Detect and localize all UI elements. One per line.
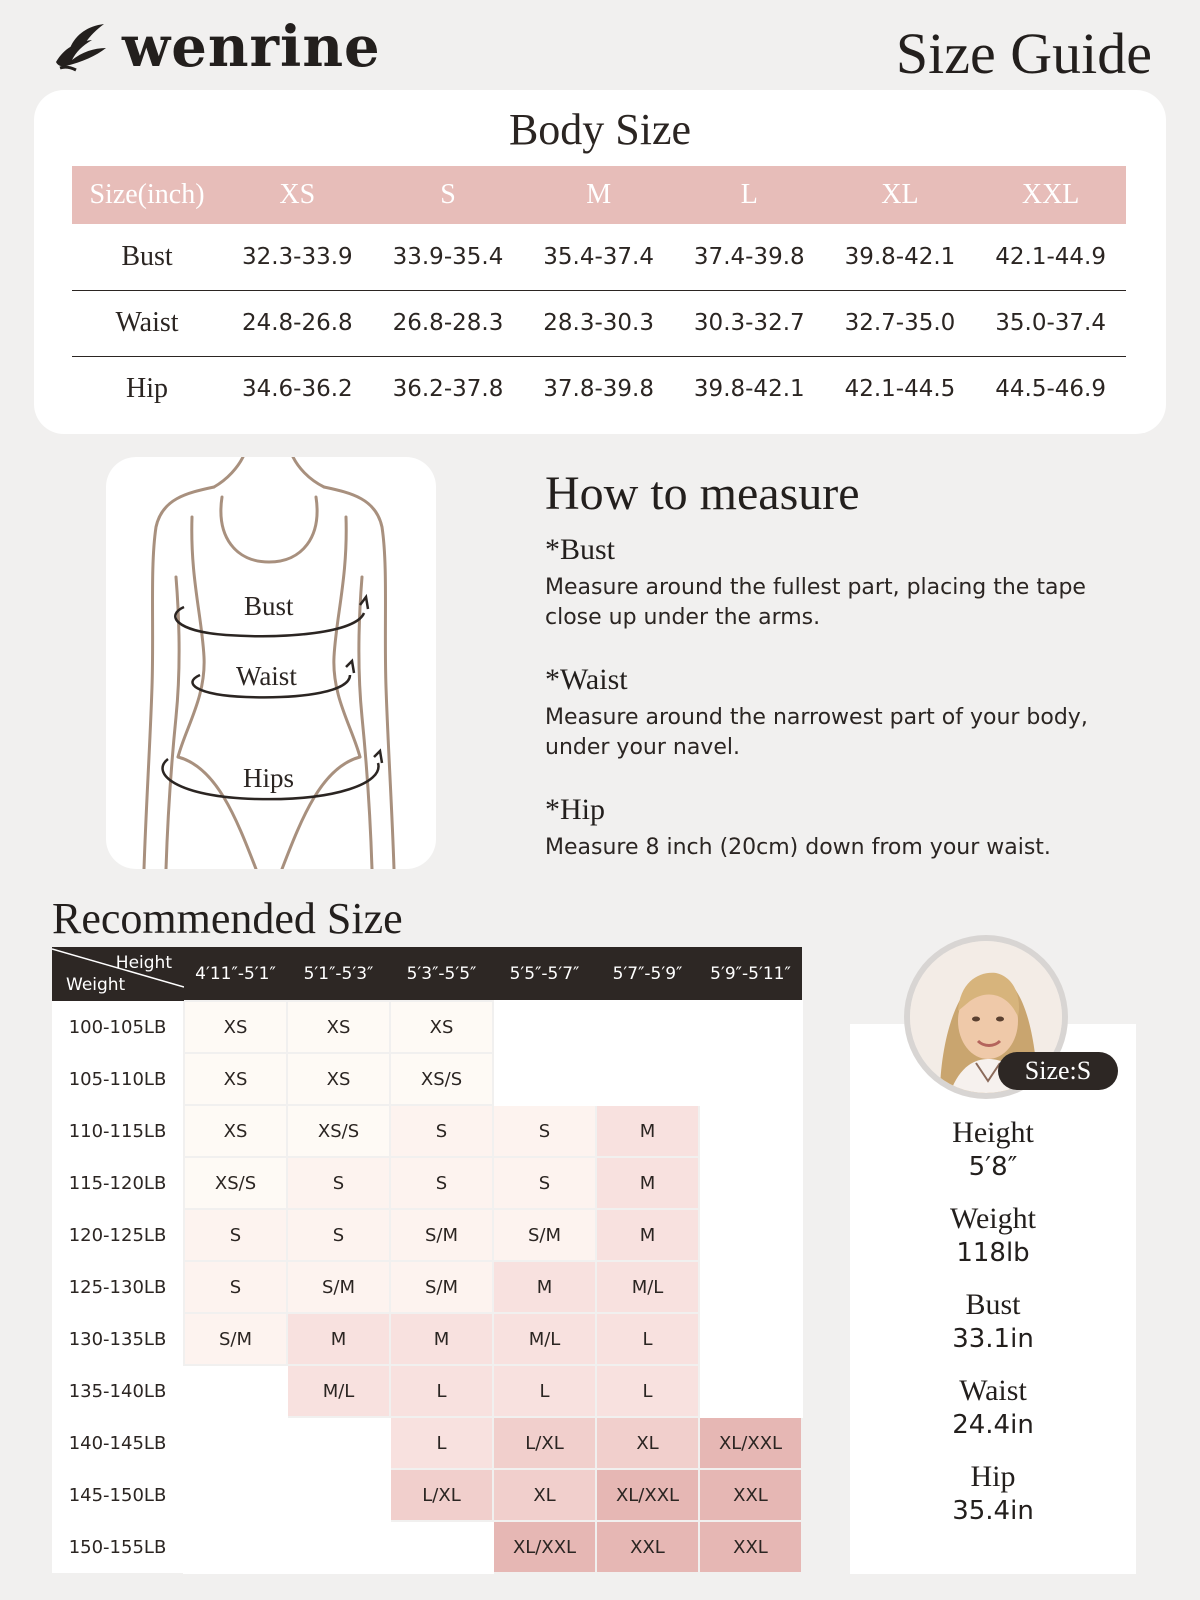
size-cell: S <box>184 1209 287 1261</box>
size-cell: XS <box>287 1053 390 1105</box>
table-row <box>52 1157 802 1209</box>
size-cell <box>390 1521 493 1573</box>
table-row <box>52 1469 802 1521</box>
table-row <box>52 1313 802 1365</box>
table-cell: 35.0-37.4 <box>975 290 1126 356</box>
table-cell: 24.8-26.8 <box>222 290 373 356</box>
column-header: M <box>523 166 674 224</box>
table-cell: 39.8-42.1 <box>693 376 805 403</box>
size-cell <box>287 1469 390 1521</box>
size-cell: L <box>390 1365 493 1417</box>
measure-item-title: *Bust <box>545 533 616 566</box>
stat-value: 35.4in <box>952 1496 1034 1526</box>
size-cell: XS <box>184 1001 287 1053</box>
table-cell: 39.8-42.1 <box>825 224 976 290</box>
measure-item-desc: Measure 8 inch (20cm) down from your waist. <box>545 835 1051 860</box>
body-size-title: Body Size <box>508 105 692 154</box>
size-cell: S <box>287 1209 390 1261</box>
size-cell <box>184 1521 287 1573</box>
size-cell: S/M <box>287 1261 390 1313</box>
stat-label: Hip <box>970 1460 1016 1493</box>
table-row <box>52 1105 802 1157</box>
size-cell <box>699 1001 802 1053</box>
table-row <box>52 1261 802 1313</box>
size-cell: XL/XXL <box>596 1469 699 1521</box>
column-header: XXL <box>975 166 1126 224</box>
column-header: L <box>674 166 825 224</box>
size-cell <box>287 1417 390 1469</box>
body-illustration <box>106 457 436 869</box>
how-to-measure <box>545 466 1145 893</box>
size-cell: XL <box>493 1469 596 1521</box>
stat-label: Bust <box>965 1288 1021 1321</box>
size-badge: Size:S <box>998 1052 1118 1090</box>
stat-value: 118lb <box>956 1238 1030 1268</box>
stat-height <box>850 1115 1136 1183</box>
size-cell: S <box>493 1157 596 1209</box>
size-cell <box>699 1053 802 1105</box>
size-cell: XL/XXL <box>699 1417 802 1469</box>
size-cell: M <box>390 1313 493 1365</box>
stat-label: Height <box>952 1116 1034 1149</box>
size-cell: M <box>596 1209 699 1261</box>
weight-label: 125-130LB <box>52 1261 184 1313</box>
size-cell: S/M <box>184 1313 287 1365</box>
column-header: XL <box>825 166 976 224</box>
size-cell: L <box>596 1313 699 1365</box>
body-size-card <box>34 90 1166 434</box>
size-cell: XL <box>596 1417 699 1469</box>
table-row <box>52 1521 802 1573</box>
recommended-title: Recommended Size <box>52 894 403 943</box>
measure-item-title: *Hip <box>545 793 605 826</box>
measure-item-waist <box>545 663 1145 763</box>
size-cell: L <box>493 1365 596 1417</box>
size-cell: XS <box>287 1001 390 1053</box>
column-header: S <box>373 166 524 224</box>
height-header: 5′5″-5′7″ <box>493 947 596 1001</box>
corner-header <box>52 947 184 1001</box>
size-cell: M <box>287 1313 390 1365</box>
stat-weight <box>850 1201 1136 1269</box>
table-cell: 35.4-37.4 <box>523 224 674 290</box>
height-header: 5′3″-5′5″ <box>390 947 493 1001</box>
stat-value: 24.4in <box>952 1410 1034 1440</box>
size-cell: S <box>287 1157 390 1209</box>
row-label: Waist <box>72 290 222 356</box>
row-label: Bust <box>72 224 222 290</box>
stat-value: 33.1in <box>952 1324 1034 1354</box>
hips-label: Hips <box>243 763 295 793</box>
size-cell: M <box>596 1105 699 1157</box>
size-cell <box>287 1521 390 1573</box>
row-label: Hip <box>126 373 168 405</box>
weight-label: 100-105LB <box>52 1001 184 1053</box>
table-row <box>52 1001 802 1053</box>
weight-label: 115-120LB <box>52 1157 184 1209</box>
table-cell: 37.4-39.8 <box>674 224 825 290</box>
table-row <box>72 290 1126 356</box>
table-row <box>72 356 1126 422</box>
stat-hip <box>850 1459 1136 1527</box>
brand <box>52 14 381 80</box>
size-cell: XS/S <box>390 1053 493 1105</box>
size-cell: S <box>184 1261 287 1313</box>
size-cell: L <box>596 1365 699 1417</box>
size-cell: XS <box>184 1105 287 1157</box>
stat-label: Waist <box>959 1374 1027 1407</box>
table-row <box>52 1417 802 1469</box>
weight-label: 130-135LB <box>52 1313 184 1365</box>
table-cell: 32.3-33.9 <box>222 224 373 290</box>
stat-waist <box>850 1373 1136 1441</box>
body-size-header-row <box>72 166 1126 224</box>
size-cell <box>699 1105 802 1157</box>
table-cell: 28.3-30.3 <box>523 290 674 356</box>
size-cell <box>493 1001 596 1053</box>
table-cell: 34.6-36.2 <box>241 376 353 403</box>
size-cell <box>699 1365 802 1417</box>
size-cell: L/XL <box>390 1469 493 1521</box>
bird-logo-icon <box>52 18 110 76</box>
height-header: 4′11″-5′1″ <box>184 947 287 1001</box>
measure-item-hip <box>545 793 1145 863</box>
table-row <box>52 1053 802 1105</box>
table-cell: 36.2-37.8 <box>392 376 504 403</box>
height-header: 5′9″-5′11″ <box>699 947 802 1001</box>
size-cell: L/XL <box>493 1417 596 1469</box>
size-cell: XS/S <box>287 1105 390 1157</box>
stat-value: 5′8″ <box>968 1152 1018 1182</box>
height-header: 5′1″-5′3″ <box>287 947 390 1001</box>
table-row <box>52 1209 802 1261</box>
measure-item-bust <box>545 533 1145 633</box>
size-cell: M/L <box>287 1365 390 1417</box>
size-cell: XS/S <box>184 1157 287 1209</box>
measure-item-desc: Measure around the fullest part, placing the tape close up under the arms. <box>545 575 1086 630</box>
size-cell: XXL <box>596 1521 699 1573</box>
table-cell: 33.9-35.4 <box>373 224 524 290</box>
size-cell: S <box>390 1105 493 1157</box>
table-row <box>52 1365 802 1417</box>
stat-bust <box>850 1287 1136 1355</box>
weight-label: 105-110LB <box>52 1053 184 1105</box>
column-header: Size(inch) <box>72 166 222 224</box>
model-stats <box>850 1115 1136 1545</box>
size-cell: S/M <box>390 1261 493 1313</box>
corner-height-label: Height <box>115 953 172 973</box>
size-cell: S/M <box>493 1209 596 1261</box>
size-cell: S <box>493 1105 596 1157</box>
size-cell: XL/XXL <box>493 1521 596 1573</box>
body-size-table <box>72 166 1126 422</box>
table-row <box>72 224 1126 290</box>
size-cell: XXL <box>699 1521 802 1573</box>
size-cell <box>184 1365 287 1417</box>
recommended-header-row <box>52 947 802 1001</box>
height-header: 5′7″-5′9″ <box>596 947 699 1001</box>
page-title: Size Guide <box>895 21 1152 86</box>
weight-label: 150-155LB <box>52 1521 184 1573</box>
weight-label: 110-115LB <box>52 1105 184 1157</box>
size-cell: M <box>493 1261 596 1313</box>
size-cell: S <box>390 1157 493 1209</box>
size-cell: M <box>596 1157 699 1209</box>
table-cell: 42.1-44.5 <box>844 376 956 403</box>
table-cell: 30.3-32.7 <box>674 290 825 356</box>
size-cell <box>699 1209 802 1261</box>
brand-name: wenrine <box>122 14 381 80</box>
size-cell: M/L <box>493 1313 596 1365</box>
table-cell: 44.5-46.9 <box>995 376 1106 403</box>
table-cell: 26.8-28.3 <box>373 290 524 356</box>
size-cell: S/M <box>390 1209 493 1261</box>
size-cell <box>493 1053 596 1105</box>
weight-label: 135-140LB <box>52 1365 184 1417</box>
waist-label: Waist <box>236 661 297 691</box>
table-cell: 37.8-39.8 <box>543 376 654 403</box>
size-cell <box>699 1261 802 1313</box>
column-header: XS <box>222 166 373 224</box>
weight-label: 120-125LB <box>52 1209 184 1261</box>
size-cell <box>184 1417 287 1469</box>
measure-item-title: *Waist <box>545 663 628 696</box>
weight-label: 140-145LB <box>52 1417 184 1469</box>
stat-label: Weight <box>950 1202 1036 1235</box>
size-cell <box>699 1157 802 1209</box>
size-cell: L <box>390 1417 493 1469</box>
size-cell: XS <box>184 1053 287 1105</box>
size-cell: XS <box>390 1001 493 1053</box>
weight-label: 145-150LB <box>52 1469 184 1521</box>
size-cell <box>184 1469 287 1521</box>
measure-item-desc: Measure around the narrowest part of your body, under your navel. <box>545 705 1088 760</box>
bust-label: Bust <box>244 591 294 621</box>
recommended-size-table <box>52 947 803 1574</box>
table-cell: 42.1-44.9 <box>975 224 1126 290</box>
how-to-title: How to measure <box>545 467 860 520</box>
size-cell: XXL <box>699 1469 802 1521</box>
size-cell <box>596 1053 699 1105</box>
size-cell <box>596 1001 699 1053</box>
table-cell: 32.7-35.0 <box>825 290 976 356</box>
corner-weight-label: Weight <box>66 975 126 995</box>
size-cell <box>699 1313 802 1365</box>
size-cell: M/L <box>596 1261 699 1313</box>
